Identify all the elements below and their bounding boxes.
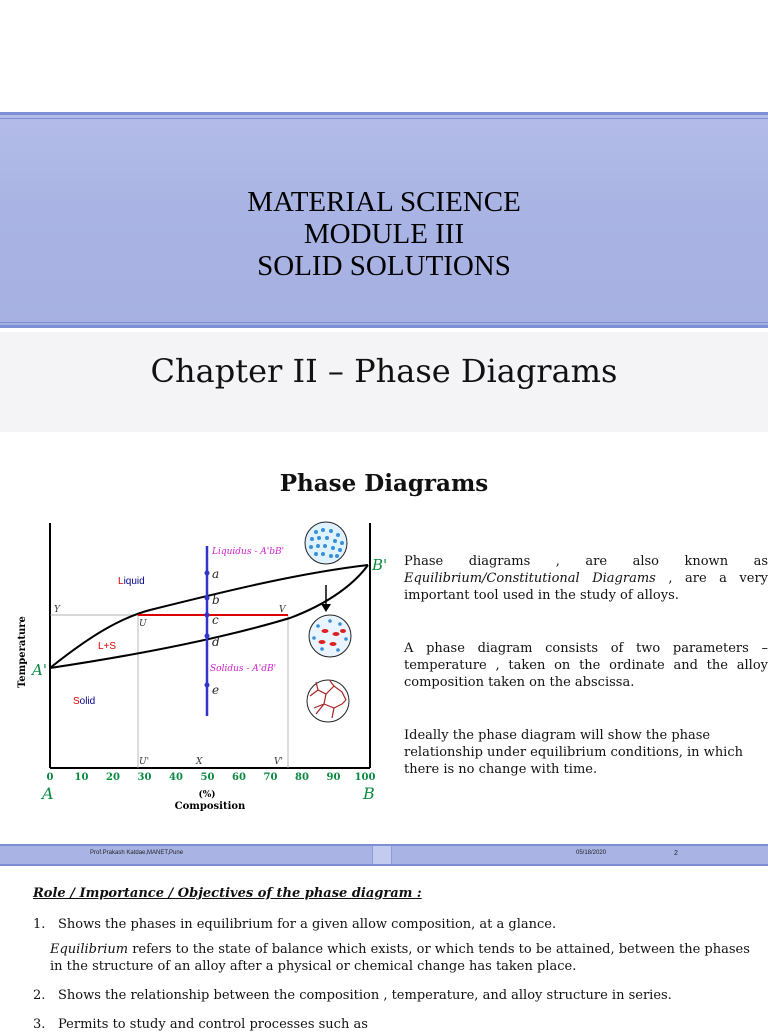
tick-label-10: 10: [74, 772, 89, 783]
footer-author: Prof.Prakash Katdae,MANET,Pune: [90, 850, 184, 856]
label-U: U: [139, 619, 147, 629]
tick-label-100: 100: [354, 772, 376, 783]
label-Y: Y: [54, 605, 60, 615]
liquid-label-first: L: [118, 576, 124, 587]
liquid-label-rest: iquid: [123, 576, 145, 587]
description-text: [404, 553, 768, 778]
unit-label: (%): [198, 790, 216, 800]
point-a-dot: [205, 571, 210, 576]
point-a-label: a: [212, 567, 220, 581]
x-axis-label: Composition: [174, 801, 246, 812]
label-V: V: [279, 605, 286, 615]
point-b-label: b: [212, 593, 220, 607]
end-label-B: B: [363, 784, 375, 803]
liquidus-label: Liquidus - A'bB': [212, 547, 285, 557]
point-e-label: e: [212, 683, 220, 697]
title-line-1: MATERIAL SCIENCE: [247, 186, 521, 218]
point-e-dot: [205, 683, 210, 688]
list-text: Shows the phases in equilibrium for a given allow composition, at a glance.: [58, 917, 557, 932]
title-line-2: MODULE III: [303, 218, 465, 250]
list-number: 3.: [33, 1017, 46, 1032]
tick-label-70: 70: [263, 772, 278, 783]
label-X: X: [196, 757, 203, 767]
solidus-label: Solidus - A'dB': [210, 664, 277, 674]
footer-block: [372, 846, 392, 864]
tick-label-80: 80: [295, 772, 309, 783]
paragraph-3: Ideally the phase diagram will show the phase relationship under equilibrium conditions, in which there is no change with time.: [404, 728, 743, 777]
title-line-3: SOLID SOLUTIONS: [257, 250, 511, 282]
footer-page-number: 2: [674, 850, 678, 857]
tick-label-60: 60: [232, 772, 246, 783]
paragraph-2: A phase diagram consists of two parameters – temperature , taken on the ordinate and the alloy composition taken on the abscissa.: [404, 641, 768, 690]
list-number: 1.: [33, 917, 46, 932]
solid-label: [73, 696, 95, 707]
solid-label-first: S: [73, 696, 80, 707]
liquid-structure-icon: [305, 522, 347, 564]
point-A-prime: A': [32, 661, 47, 679]
chapter-title: Chapter II – Phase Diagrams: [150, 352, 618, 390]
y-axis-label: Temperature: [17, 616, 28, 688]
footer-date: 05/18/2020: [576, 850, 607, 856]
point-c-label: c: [212, 613, 219, 627]
role-heading: Role / Importance / Objectives of the phase diagram :: [33, 886, 422, 901]
solid-label-rest: olid: [79, 696, 96, 707]
phase-diagram: [0, 518, 395, 818]
point-c-dot: [205, 613, 210, 618]
band-top-line-thin: [0, 118, 768, 119]
list-text: Permits to study and control processes such as: [58, 1017, 368, 1032]
tick-label-40: 40: [169, 772, 183, 783]
list-number: 2.: [33, 988, 46, 1003]
tick-label-0: 0: [46, 772, 54, 783]
slide-title: Phase Diagrams: [279, 470, 489, 497]
solid-grains-icon: [307, 680, 349, 722]
label-V-prime: V': [274, 757, 283, 767]
tick-label-50: 50: [200, 772, 215, 783]
band-top-line: [0, 112, 768, 115]
liquid-label: [118, 576, 145, 587]
band-bottom-line: [0, 325, 768, 328]
equilibrium-definition: Equilibrium refers to the state of balance which exists, or which tends to be attained, between the phases in the structure of an alloy after a physical or chemical change has taken place.: [50, 942, 750, 974]
paragraph-1: Phase diagrams , are also known as Equilibrium/Constitutional Diagrams , are a very important tool used in the study of alloys.: [404, 554, 768, 603]
point-d-label: d: [212, 635, 220, 649]
end-label-A: A: [42, 784, 54, 803]
point-b-dot: [205, 596, 210, 601]
tick-labels: [47, 772, 376, 783]
two-phase-structure-icon: [309, 615, 351, 657]
band-bottom-line-thin: [0, 322, 768, 323]
label-U-prime: U': [139, 757, 150, 767]
two-phase-label: L+S: [98, 641, 117, 652]
point-d-dot: [205, 634, 210, 639]
point-B-prime: B': [372, 556, 388, 574]
tick-label-30: 30: [137, 772, 152, 783]
tick-label-90: 90: [326, 772, 341, 783]
module-title: [0, 186, 768, 282]
list-text: Shows the relationship between the composition , temperature, and alloy structure in series.: [58, 988, 672, 1003]
tick-label-20: 20: [106, 772, 120, 783]
